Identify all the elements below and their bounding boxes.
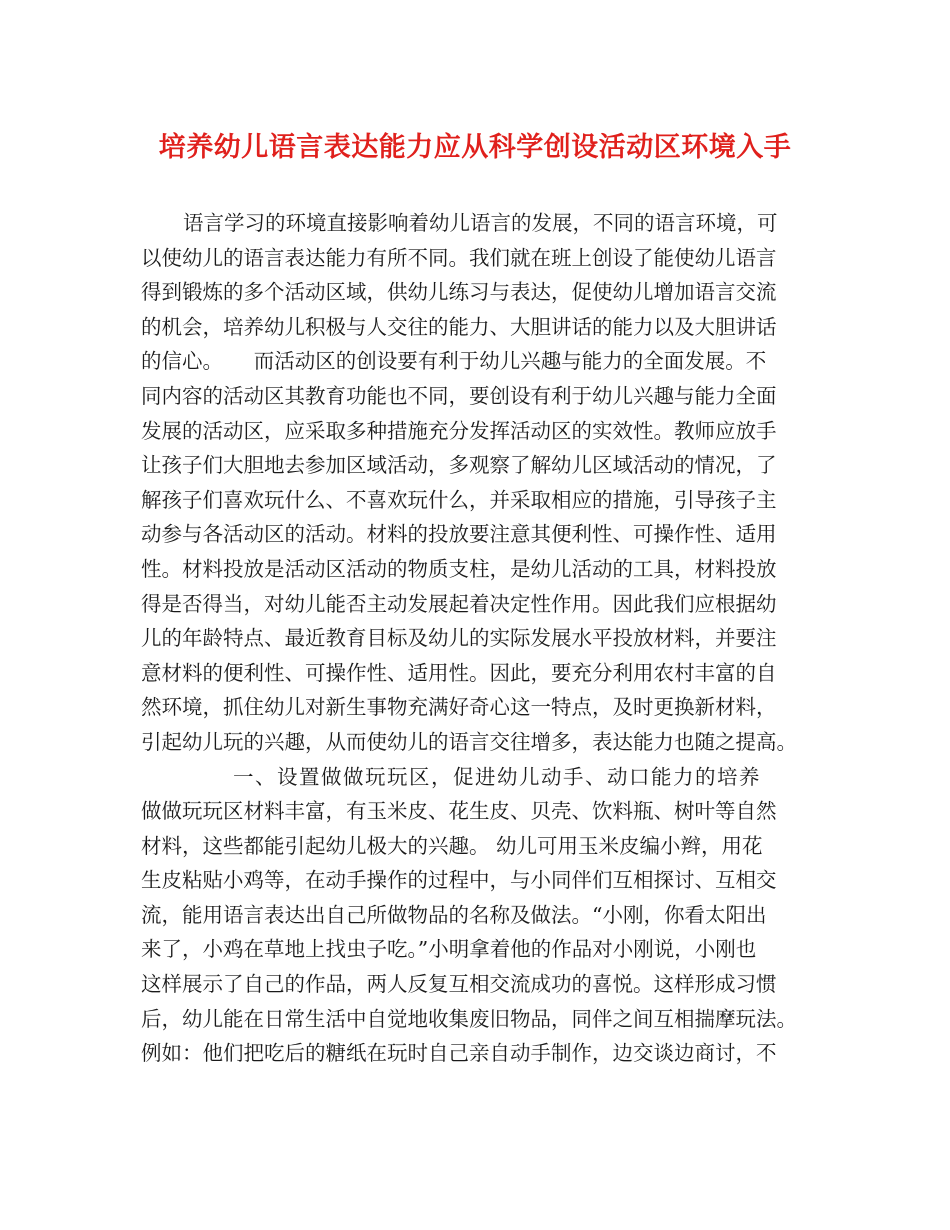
paragraph-line: 动参与各活动区的活动。材料的投放要注意其便利性、可操作性、适用 xyxy=(141,522,777,547)
paragraph-line: 得是否得当，对幼儿能否主动发展起着决定性作用。因此我们应根据幼 xyxy=(141,591,777,616)
paragraph-line: 来了，小鸡在草地上找虫子吃。”小明拿着他的作品对小刚说，小刚也 xyxy=(141,937,757,962)
paragraph-line: 以使幼儿的语言表达能力有所不同。我们就在班上创设了能使幼儿语言 xyxy=(141,245,777,270)
paragraph-line: 解孩子们喜欢玩什么、不喜欢玩什么，并采取相应的措施，引导孩子主 xyxy=(141,487,777,512)
document-title: 培养幼儿语言表达能力应从科学创设活动区环境入手 xyxy=(158,132,792,163)
paragraph-line: 让孩子们大胆地去参加区域活动，多观察了解幼儿区域活动的情况，了 xyxy=(141,453,777,478)
paragraph-line: 的信心。 而活动区的创设要有利于幼儿兴趣与能力的全面发展。不 xyxy=(141,349,767,374)
paragraph-line: 发展的活动区，应采取多种措施充分发挥活动区的实效性。教师应放手 xyxy=(141,418,777,443)
paragraph-line: 例如：他们把吃后的糖纸在玩时自己亲自动手制作，边交谈边商讨，不 xyxy=(141,1041,777,1066)
paragraph-line: 这样展示了自己的作品，两人反复互相交流成功的喜悦。这样形成习惯 xyxy=(141,972,777,997)
paragraph-line: 性。材料投放是活动区活动的物质支柱，是幼儿活动的工具，材料投放 xyxy=(141,556,777,581)
paragraph-line: 同内容的活动区其教育功能也不同，要创设有利于幼儿兴趣与能力全面 xyxy=(141,383,777,408)
paragraph-line: 的机会，培养幼儿积极与人交往的能力、大胆讲话的能力以及大胆讲话 xyxy=(141,314,777,339)
paragraph-line: 材料，这些都能引起幼儿极大的兴趣。 幼儿可用玉米皮编小辫，用花 xyxy=(141,833,763,858)
paragraph-line: 后，幼儿能在日常生活中自觉地收集废旧物品，同伴之间互相揣摩玩法。 xyxy=(141,1006,797,1031)
paragraph-line: 意材料的便利性、可操作性、适用性。因此，要充分利用农村丰富的自 xyxy=(141,660,777,685)
paragraph-line: 儿的年龄特点、最近教育目标及幼儿的实际发展水平投放材料，并要注 xyxy=(141,626,777,651)
paragraph-line: 生皮粘贴小鸡等，在动手操作的过程中，与小同伴们互相探讨、互相交 xyxy=(141,868,777,893)
document-body xyxy=(141,206,821,1071)
paragraph-line: 引起幼儿玩的兴趣，从而使幼儿的语言交往增多，表达能力也随之提高。 xyxy=(141,729,797,754)
paragraph-line: 然环境，抓住幼儿对新生事物充满好奇心这一特点，及时更换新材料， xyxy=(141,695,777,720)
paragraph-line: 语言学习的环境直接影响着幼儿语言的发展，不同的语言环境，可 xyxy=(183,211,778,235)
paragraph-line: 流，能用语言表达出自己所做物品的名称及做法。“小刚，你看太阳出 xyxy=(141,902,767,927)
section-heading: 一、设置做做玩玩区，促进幼儿动手、动口能力的培养 xyxy=(233,764,761,789)
paragraph-line: 得到锻炼的多个活动区域，供幼儿练习与表达，促使幼儿增加语言交流 xyxy=(141,280,777,305)
paragraph-line: 做做玩玩区材料丰富，有玉米皮、花生皮、贝壳、饮料瓶、树叶等自然 xyxy=(141,799,777,824)
